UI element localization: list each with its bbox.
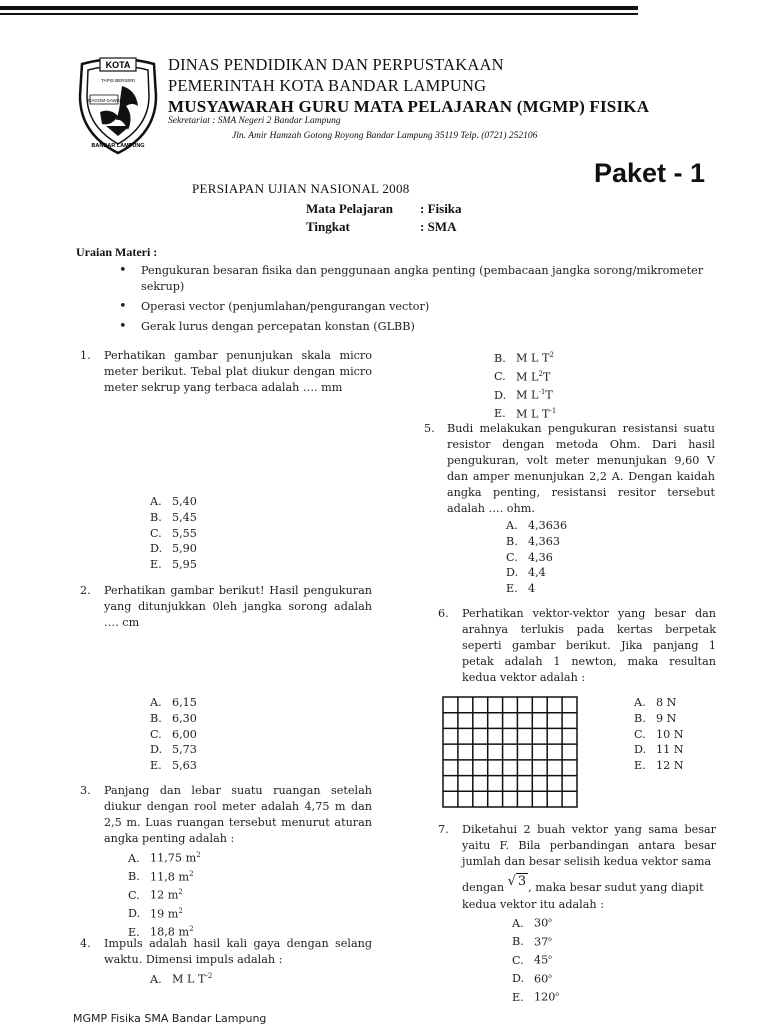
subject-value: : Fisika: [420, 201, 462, 216]
option[interactable]: C. M $L^2T$: [494, 369, 551, 384]
q2-text: Perhatikan gambar berikut! Hasil pengukuran yang ditunjukkan 0leh jangka sorong adalah …. cm: [104, 584, 372, 629]
option[interactable]: B. 9 N: [634, 711, 677, 725]
option[interactable]: A. 11,75 $m^2$: [128, 851, 201, 865]
materi-item: • Operasi vector (penjumlahan/pengurangan vector): [115, 299, 723, 315]
sqrt-symbol: √ 3: [507, 874, 527, 889]
materi-list: [115, 263, 723, 335]
option[interactable]: A. 8 N: [634, 696, 677, 709]
option[interactable]: B. 4,363: [506, 534, 561, 548]
option[interactable]: D. 5,73: [150, 743, 197, 757]
q7-text-sqrt-line: dengan √ 3 , maka besar sudut yang diapit: [462, 874, 704, 894]
q4-option-a[interactable]: A. M L $T^{-2}$: [150, 972, 213, 986]
header-mgmp: MUSYAWARAH GURU MATA PELAJARAN (MGMP) FISIKA: [168, 97, 650, 116]
logo-motto-text: TAPIS BERSERI: [101, 78, 135, 83]
option[interactable]: E. 120$^o$: [512, 990, 559, 1004]
q1-options: [150, 494, 197, 573]
q3-options: [128, 848, 201, 941]
option[interactable]: C. 4,36: [506, 550, 553, 564]
header-pemerintah: PEMERINTAH KOTA BANDAR LAMPUNG: [168, 76, 487, 95]
footer-text: MGMP Fisika SMA Bandar Lampung: [73, 1012, 267, 1025]
option[interactable]: C. 12 $m^2$: [128, 888, 183, 902]
option[interactable]: E. 12 N: [634, 759, 684, 773]
logo-top-text: KOTA: [105, 60, 131, 70]
option[interactable]: D. 4,4: [506, 566, 546, 580]
option[interactable]: B. 11,8 $m^2$: [128, 869, 194, 884]
city-seal-logo: [76, 56, 160, 156]
header-rule-thick: [0, 6, 638, 10]
q1-text: Perhatikan gambar penunjukan skala micro meter berikut. Tebal plat diukur dengan micro meter sekrup yang terbaca adalah …. mm: [104, 349, 372, 394]
level-value: : SMA: [420, 219, 457, 234]
option[interactable]: E. 4: [506, 582, 536, 596]
exam-title: PERSIAPAN UJIAN NASIONAL 2008: [192, 181, 410, 196]
option[interactable]: A. 6,15: [150, 696, 197, 709]
option[interactable]: D. 60$^o$: [512, 972, 552, 986]
level-label: Tingkat: [306, 219, 350, 234]
option[interactable]: B. 5,45: [150, 510, 197, 524]
option[interactable]: D. M $L^{-1}T$: [494, 388, 553, 402]
option[interactable]: E. M L $T^{-1}$: [494, 406, 557, 421]
q7-options: [512, 913, 559, 1006]
q2-number: 2.: [80, 584, 91, 597]
header-address: Jln. Amir Hamzah Gotong Royong Bandar Lampung 35119 Telp. (0721) 252106: [232, 131, 538, 141]
option[interactable]: D. 11 N: [634, 743, 684, 757]
q6-options: [634, 695, 684, 774]
q4-text: Impuls adalah hasil kali gaya dengan selang waktu. Dimensi impuls adalah :: [104, 937, 372, 966]
q7-text-end: kedua vektor itu adalah :: [462, 898, 604, 911]
q5-options: [506, 518, 567, 597]
q6-text: Perhatikan vektor-vektor yang besar dan arahnya terlukis pada kertas berpetak seperti gambar berikut. Jika panjang 1 petak adalah 1 newton, maka resultan kedua vektor adalah :: [462, 607, 716, 684]
option[interactable]: E. 5,95: [150, 558, 197, 572]
q3-number: 3.: [80, 784, 91, 797]
option[interactable]: B. M L $T^2$: [494, 351, 554, 365]
header-secretariat: Sekretariat : SMA Negeri 2 Bandar Lampung: [168, 116, 341, 126]
option[interactable]: E. 5,63: [150, 759, 197, 773]
option[interactable]: C. 6,00: [150, 727, 197, 741]
vector-grid-figure: [442, 696, 578, 808]
q7-number: 7.: [438, 823, 449, 836]
logo-band-text: RAGOM GAWE: [88, 98, 120, 103]
paket-label: Paket - 1: [594, 158, 706, 188]
option[interactable]: D. 19 $m^2$: [128, 906, 183, 921]
q6-number: 6.: [438, 607, 449, 620]
header-dinas: DINAS PENDIDIKAN DAN PERPUSTAKAAN: [168, 55, 504, 74]
materi-item: • Pengukuran besaran fisika dan penggunaan angka penting (pembacaan jangka sorong/mikrometer sekrup): [115, 263, 723, 295]
q5-number: 5.: [424, 422, 435, 435]
materi-item: • Gerak lurus dengan percepatan konstan (GLBB): [115, 319, 723, 335]
q2-options: [150, 695, 197, 774]
materi-heading: Uraian Materi :: [76, 245, 158, 259]
logo-bottom-text: BANDAR LAMPUNG: [91, 143, 145, 149]
option[interactable]: B. 6,30: [150, 711, 197, 725]
q1-number: 1.: [80, 349, 91, 362]
q5-text: Budi melakukan pengukuran resistansi suatu resistor dengan metoda Ohm. Dari hasil pengukuran, volt meter menunjukan 9,60 V dan amper menunjukan 2,2 A. Dengan kaidah angka penting, resistansi resitor tersebut adalah …. ohm.: [447, 422, 715, 515]
option[interactable]: C. 5,55: [150, 526, 197, 540]
subject-label: Mata Pelajaran: [306, 201, 394, 216]
header-rule-thin: [0, 13, 638, 15]
q4-options-continued: [494, 348, 556, 422]
option[interactable]: C. 45$^o$: [512, 953, 552, 967]
option[interactable]: D. 5,90: [150, 542, 197, 556]
option[interactable]: A. 4,3636: [506, 519, 568, 532]
option[interactable]: E. 18,8 $m^2$: [128, 925, 194, 939]
option[interactable]: A. 30$^o$: [512, 916, 552, 930]
q4-number: 4.: [80, 937, 91, 950]
q3-text: Panjang dan lebar suatu ruangan setelah diukur dengan rool meter adalah 4,75 m dan 2,5 m. Luas ruangan tersebut menurut aturan angka penting adalah :: [104, 784, 372, 845]
q7-text: Diketahui 2 buah vektor yang sama besar yaitu F. Bila perbandingan antara besar jumlah dan besar selisih kedua vektor sama: [462, 823, 716, 868]
option[interactable]: A. 5,40: [150, 495, 197, 508]
option[interactable]: B. 37$^o$: [512, 935, 552, 949]
option[interactable]: C. 10 N: [634, 727, 684, 741]
